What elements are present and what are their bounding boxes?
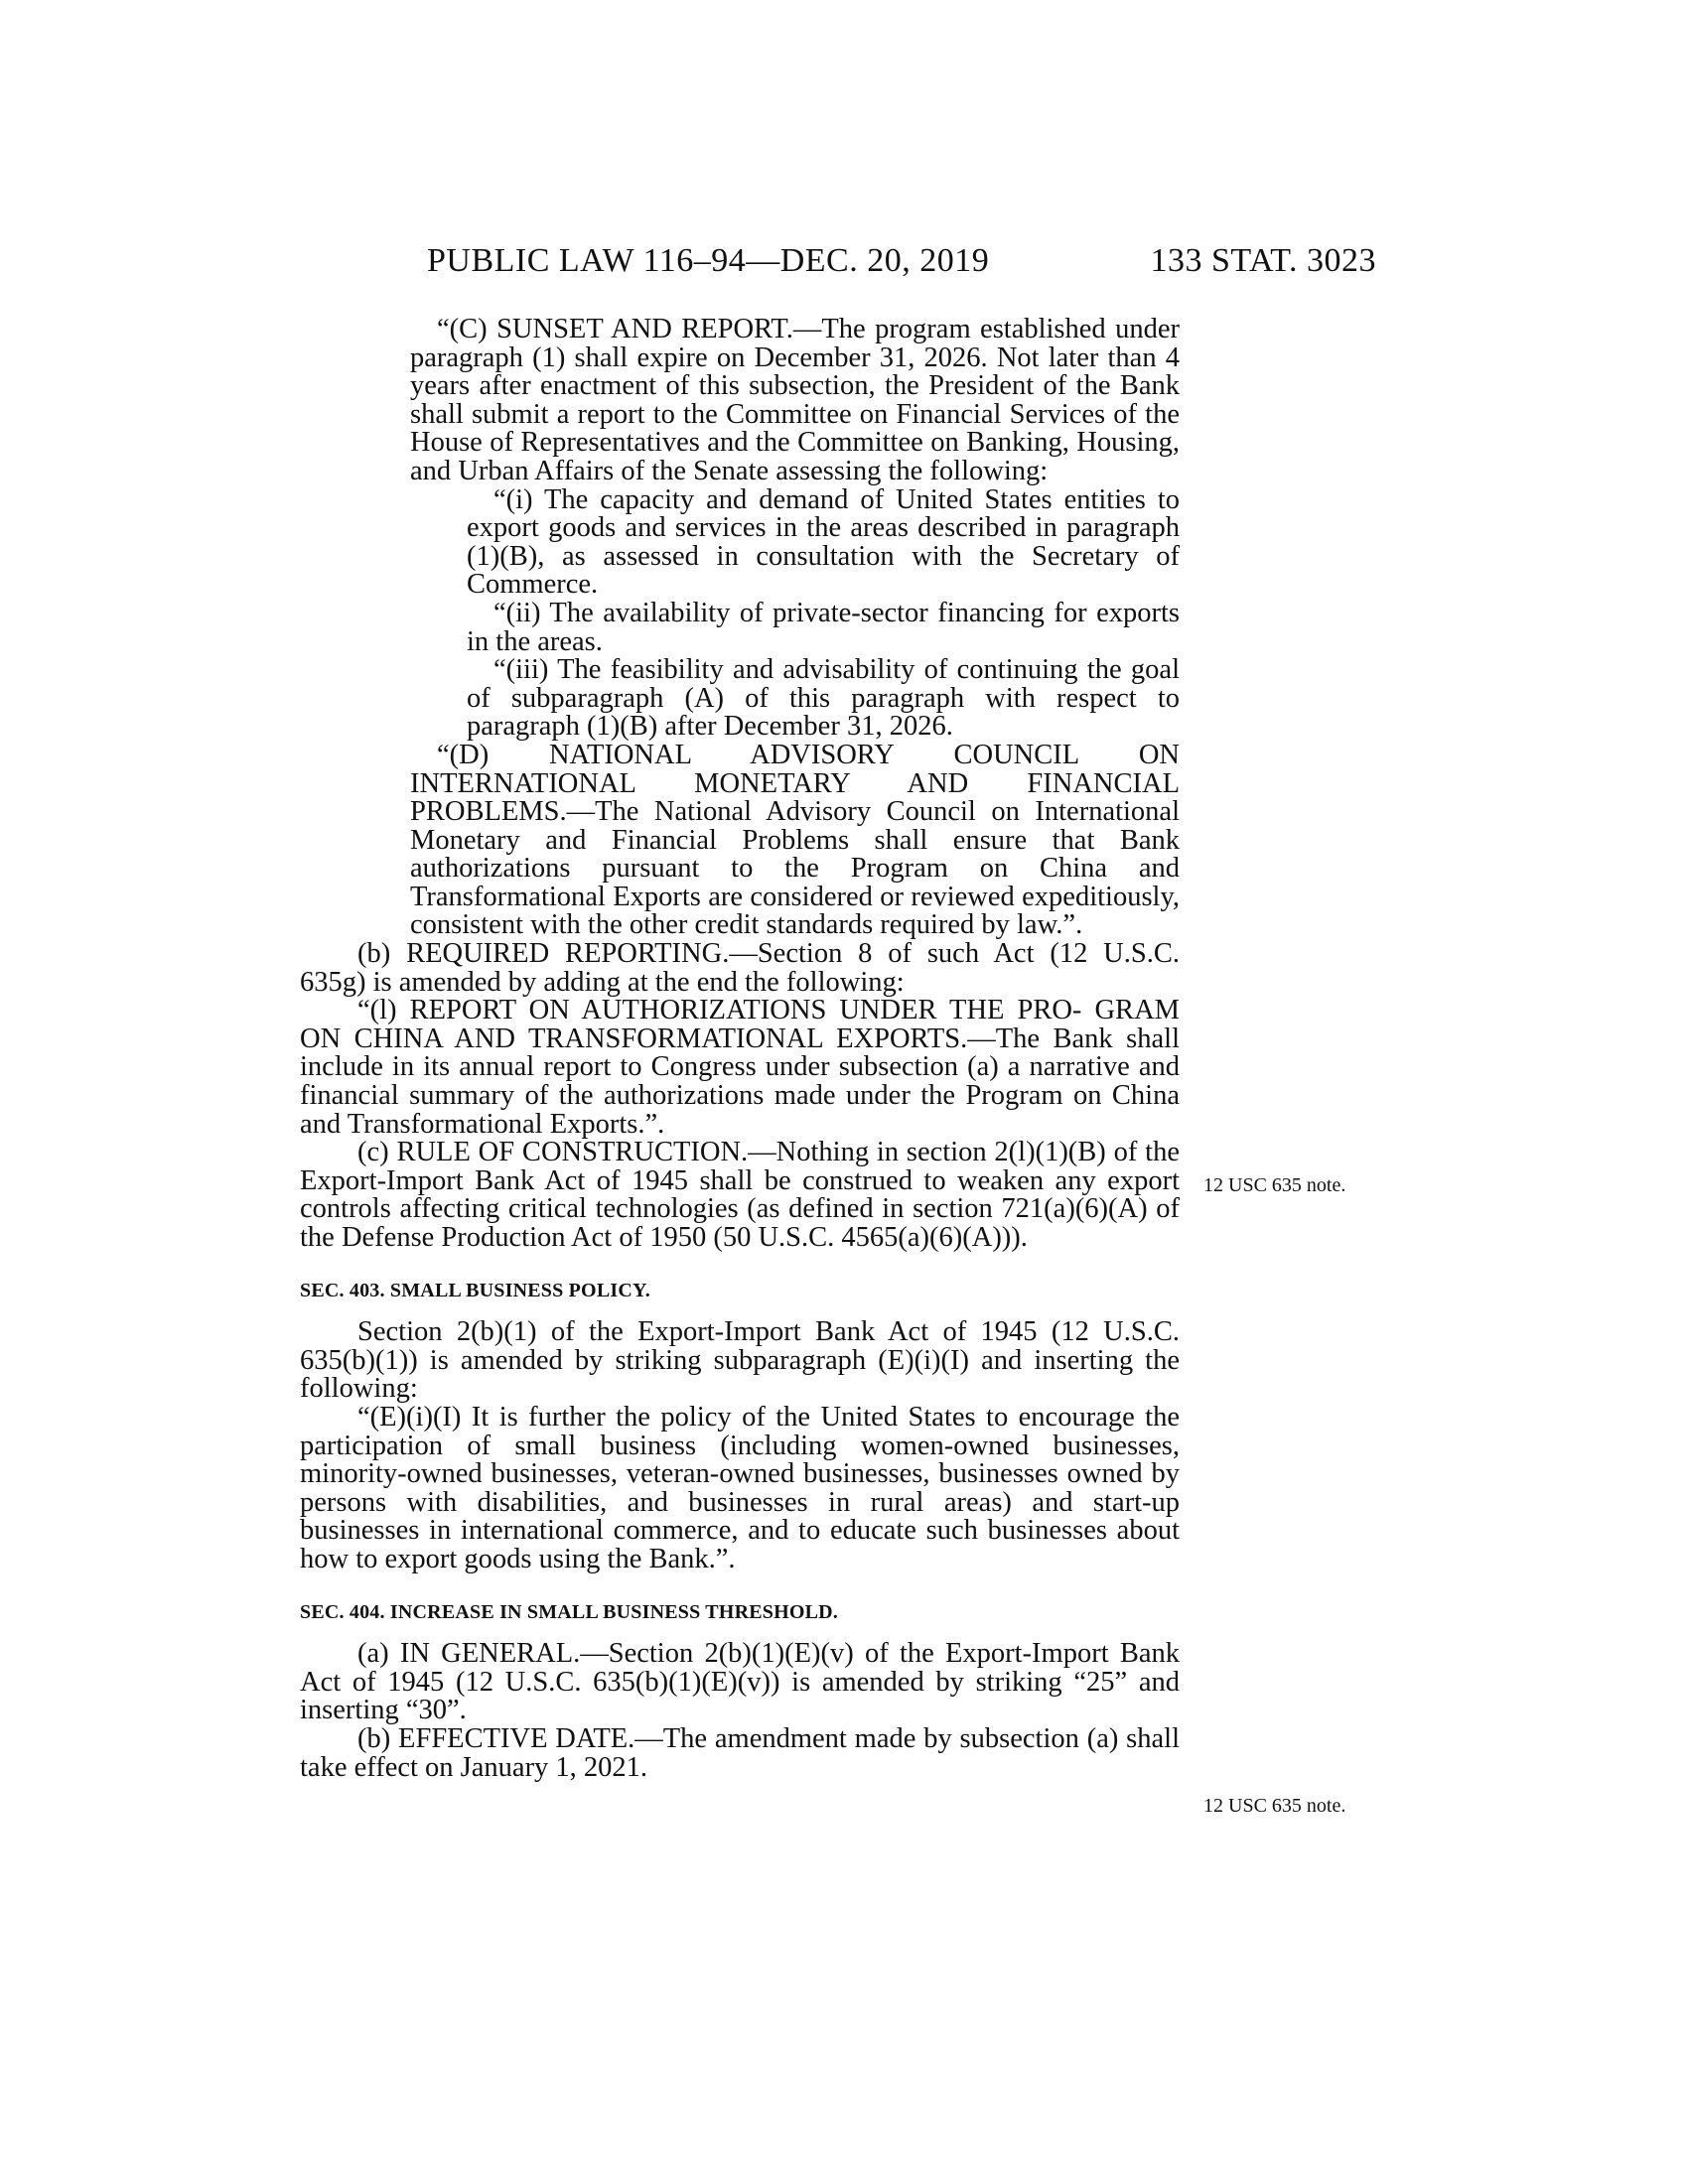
subsection-c-rule-of-construction: (c) RULE OF CONSTRUCTION.—Nothing in section 2(l)(1)(B) of the Export-Import Bank Act of 1945 shall be construed to weaken any export controls affecting critical technologies (as defined in section 721(a)(6)(A) of the Defense Production Act of 1950 (50 U.S.C. 4565(a)(6)(A))).	[300, 1137, 1180, 1253]
subsection-b-required-reporting: (b) REQUIRED REPORTING.—Section 8 of such Act (12 U.S.C. 635g) is amended by adding at the end the following:	[300, 938, 1180, 998]
margin-note-rule-of-construction: 12 USC 635 note.	[1203, 1174, 1346, 1196]
section-404-b-effective-date: (b) EFFECTIVE DATE.—The amendment made by subsection (a) shall take effect on January 1, 2021.	[300, 1722, 1180, 1783]
margin-note-effective-date: 12 USC 635 note.	[1203, 1795, 1346, 1817]
section-404-a-in-general: (a) IN GENERAL.—Section 2(b)(1)(E)(v) of the Export-Import Bank Act of 1945 (12 U.S.C. 635(b)(1)(E)(v)) is amended by striking “25” and inserting “30”.	[300, 1638, 1180, 1726]
page-header	[427, 242, 1376, 292]
stat-page-number: 133 STAT. 3023	[1150, 242, 1376, 279]
public-law-title: PUBLIC LAW 116–94—DEC. 20, 2019	[427, 242, 990, 279]
document-body	[300, 316, 1180, 1782]
section-403-quote: “(E)(i)(I) It is further the policy of the United States to encourage the participation of small business (including women-owned businesses, minority-owned businesses, veteran-owned businesses, businesses owned by persons with disabilities, and businesses in rural areas) and start-up businesses in international commerce, and to educate such businesses about how to export goods using the Bank.”.	[300, 1401, 1180, 1574]
clause-i: “(i) The capacity and demand of United States entities to export goods and services in the areas described in paragraph (1)(B), as assessed in consultation with the Secretary of Commerce.	[467, 483, 1180, 601]
section-404-heading: SEC. 404. INCREASE IN SMALL BUSINESS THRESHOLD.	[300, 1600, 838, 1623]
section-403-heading: SEC. 403. SMALL BUSINESS POLICY.	[300, 1279, 650, 1301]
para-d-national-advisory-council: “(D) NATIONAL ADVISORY COUNCIL ON INTERNATIONAL MONETARY AND FINANCIAL PROBLEMS.—The National Advisory Council on International Monetary and Financial Problems shall ensure that Bank authorizations pursuant to the Program on China and Transformational Exports are considered or reviewed expeditiously, consistent with the other credit standards required by law.”.	[410, 739, 1180, 941]
clause-iii: “(iii) The feasibility and advisability of continuing the goal of subparagraph (A) of this paragraph with respect to paragraph (1)(B) after December 31, 2026.	[467, 654, 1180, 743]
subsection-l-report-on-authorizations: “(l) REPORT ON AUTHORIZATIONS UNDER THE PRO- GRAM ON CHINA AND TRANSFORMATIONAL EXPORTS.—The Bank shall include in its annual report to Congress under subsection (a) a narrative and financial summary of the authorizations made under the Program on China and Transformational Exports.”.	[300, 995, 1180, 1140]
section-403-body: Section 2(b)(1) of the Export-Import Bank Act of 1945 (12 U.S.C. 635(b)(1)) is amended by striking subparagraph (E)(i)(I) and inserting the following:	[300, 1316, 1180, 1405]
para-c-sunset-and-report: “(C) SUNSET AND REPORT.—The program established under paragraph (1) shall expire on December 31, 2026. Not later than 4 years after enactment of this subsection, the President of the Bank shall submit a report to the Committee on Financial Services of the House of Representatives and the Committee on Banking, Housing, and Urban Affairs of the Senate assessing the following:	[410, 314, 1180, 486]
clause-ii: “(ii) The availability of private-sector financing for exports in the areas.	[467, 597, 1180, 657]
